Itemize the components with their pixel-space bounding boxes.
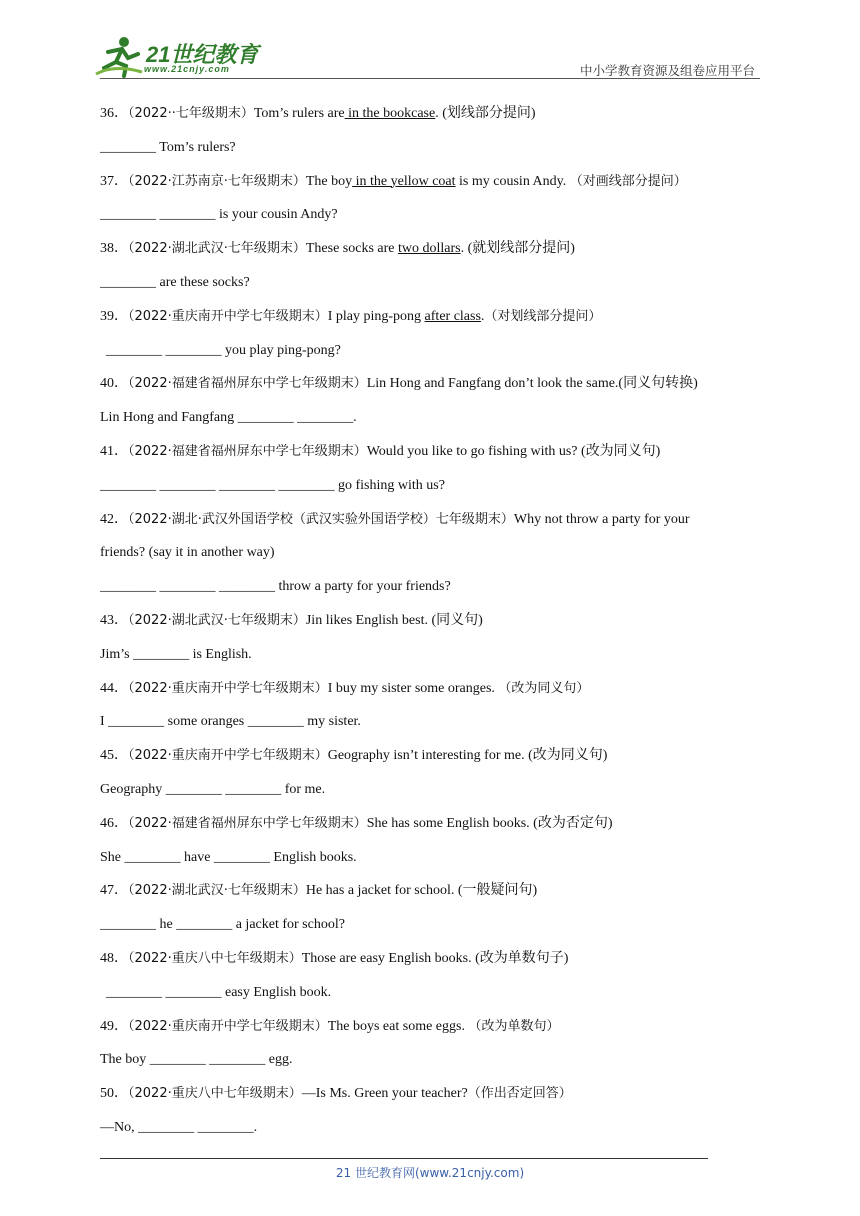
question-line <box>100 441 765 475</box>
question-source: （对划线部分提问） <box>484 308 602 324</box>
question-line <box>100 948 765 982</box>
line-text: 43． <box>100 612 128 628</box>
line-text: I ________ some oranges ________ my sister. <box>100 714 361 730</box>
answer-line <box>100 204 765 238</box>
line-text: 42． <box>100 511 128 527</box>
underlined-text: two dollars <box>398 241 461 257</box>
answer-line <box>100 779 765 813</box>
page-footer: 21 世纪教育网(www.21cnjy.com) <box>335 1166 525 1180</box>
question-source: （2022·江苏南京·七年级期末） <box>128 173 306 189</box>
question-line <box>100 306 765 340</box>
line-text: Lin Hong and Fangfang ________ ________. <box>100 410 357 426</box>
question-source: （2022·重庆八中七年级期末） <box>128 1086 302 1102</box>
line-text: ________ ________ you play ping-pong? <box>106 342 341 358</box>
question-line <box>100 813 765 847</box>
line-text: I play ping-pong <box>327 308 425 324</box>
page-header <box>0 0 860 80</box>
footer-divider <box>100 1158 708 1159</box>
line-text: 41． <box>100 443 128 459</box>
logo-main-text: 21世纪教育 <box>146 42 259 67</box>
line-text: 36． <box>100 106 128 121</box>
line-text: . (划线部分提问) <box>435 106 536 121</box>
line-text: 39． <box>100 308 128 324</box>
question-line <box>100 509 765 543</box>
line-text: ________ ________ easy English book. <box>106 984 332 1000</box>
answer-line <box>100 1049 765 1083</box>
question-source: （2022·重庆南开中学七年级期末） <box>128 680 328 696</box>
question-line <box>100 238 765 272</box>
line-text: Lin Hong and Fangfang don’t look the same.(同义句转换) <box>366 376 698 392</box>
question-line <box>100 373 765 407</box>
line-text: ________ are these socks? <box>100 274 250 290</box>
line-text: —Is Ms. Green your teacher? <box>301 1086 468 1102</box>
line-text: Geography ________ ________ for me. <box>100 781 326 797</box>
answer-line <box>100 340 765 374</box>
line-text: —No, ________ ________. <box>100 1119 258 1135</box>
line-text: 44． <box>100 680 128 696</box>
underlined-text: after class <box>424 308 481 324</box>
answer-line <box>100 272 765 306</box>
line-text: ________ ________ ________ throw a party for your friends? <box>100 579 451 595</box>
answer-line <box>100 407 765 441</box>
line-text: ________ Tom’s rulers? <box>100 139 236 155</box>
answer-line <box>100 644 765 678</box>
question-line <box>100 1083 765 1117</box>
header-divider <box>100 78 760 79</box>
question-source: （2022·重庆南开中学七年级期末） <box>128 1018 328 1034</box>
line-text: 48． <box>100 950 128 966</box>
answer-line <box>100 137 765 171</box>
line-text: The boys eat some eggs. <box>327 1018 469 1034</box>
question-source: （2022·湖北·武汉外国语学校（武汉实验外国语学校）七年级期末） <box>128 511 514 527</box>
underlined-text: in the bookcase <box>344 106 436 121</box>
question-source: （对画线部分提问） <box>569 173 687 189</box>
answer-line <box>100 1117 765 1151</box>
line-text: Would you like to go fishing with us? (改为同义句) <box>366 443 661 459</box>
question-line <box>100 542 765 576</box>
question-line <box>100 171 765 205</box>
line-text: Why not throw a party for your <box>513 511 690 527</box>
question-source: （2022·福建省福州屏东中学七年级期末） <box>128 443 367 459</box>
platform-title: 中小学教育资源及组卷应用平台 <box>579 63 755 78</box>
answer-line <box>100 711 765 745</box>
line-text: ________ ________ is your cousin Andy? <box>100 207 338 223</box>
line-text: . <box>480 308 485 324</box>
question-line <box>100 103 765 137</box>
question-source: （2022·福建省福州屏东中学七年级期末） <box>128 376 367 392</box>
line-text: 40． <box>100 376 128 392</box>
line-text: 46． <box>100 815 128 831</box>
question-source: （2022·湖北武汉·七年级期末） <box>128 241 306 257</box>
line-text: I buy my sister some oranges. <box>327 680 499 696</box>
line-text: 38． <box>100 241 128 257</box>
underlined-text: in the yellow coat <box>352 173 456 189</box>
line-text: 45． <box>100 748 128 764</box>
answer-line <box>100 475 765 509</box>
line-text: 37． <box>100 173 128 189</box>
line-text: She has some English books. (改为否定句) <box>366 815 613 831</box>
line-text: ________ he ________ a jacket for school? <box>100 917 345 933</box>
answer-line <box>100 576 765 610</box>
question-line <box>100 1016 765 1050</box>
line-text: 47． <box>100 883 128 899</box>
question-source: （2022·湖北武汉·七年级期末） <box>128 883 306 899</box>
question-line <box>100 745 765 779</box>
runner-logo-icon <box>94 34 144 78</box>
answer-line <box>100 982 765 1016</box>
line-text: The boy ________ ________ egg. <box>100 1052 293 1068</box>
line-text: He has a jacket for school. (一般疑问句) <box>305 883 538 899</box>
logo <box>94 34 264 78</box>
question-source: （2022·湖北武汉·七年级期末） <box>128 612 306 628</box>
line-text: Jin likes English best. (同义句) <box>305 612 483 628</box>
line-text: She ________ have ________ English books. <box>100 849 357 865</box>
question-source: （2022·重庆南开中学七年级期末） <box>128 308 328 324</box>
question-source: （改为单数句） <box>468 1018 560 1034</box>
line-text: Geography isn’t interesting for me. (改为同义句) <box>327 748 608 764</box>
question-source: （2022··七年级期末） <box>128 106 254 121</box>
line-text: ________ ________ ________ ________ go fishing with us? <box>100 477 445 493</box>
line-text: Tom’s rulers are <box>253 106 345 121</box>
logo-sub-text: www.21cnjy.com <box>144 64 230 74</box>
question-line <box>100 678 765 712</box>
question-source: （2022·重庆八中七年级期末） <box>128 950 302 966</box>
question-source: （作出否定回答） <box>467 1086 572 1102</box>
question-source: （2022·福建省福州屏东中学七年级期末） <box>128 815 367 831</box>
line-text: Jim’s ________ is English. <box>100 646 252 662</box>
line-text: . (就划线部分提问) <box>460 241 575 257</box>
line-text: 50． <box>100 1086 128 1102</box>
question-line <box>100 880 765 914</box>
line-text: friends? (say it in another way) <box>100 545 275 561</box>
line-text: Those are easy English books. (改为单数句子) <box>301 950 569 966</box>
line-text: These socks are <box>305 241 398 257</box>
question-source: （2022·重庆南开中学七年级期末） <box>128 748 328 764</box>
question-source: （改为同义句） <box>498 680 590 696</box>
answer-line <box>100 847 765 881</box>
line-text: is my cousin Andy. <box>455 173 570 189</box>
line-text: 49． <box>100 1018 128 1034</box>
question-line <box>100 610 765 644</box>
answer-line <box>100 914 765 948</box>
exercise-list <box>100 103 765 1151</box>
line-text: The boy <box>305 173 353 189</box>
